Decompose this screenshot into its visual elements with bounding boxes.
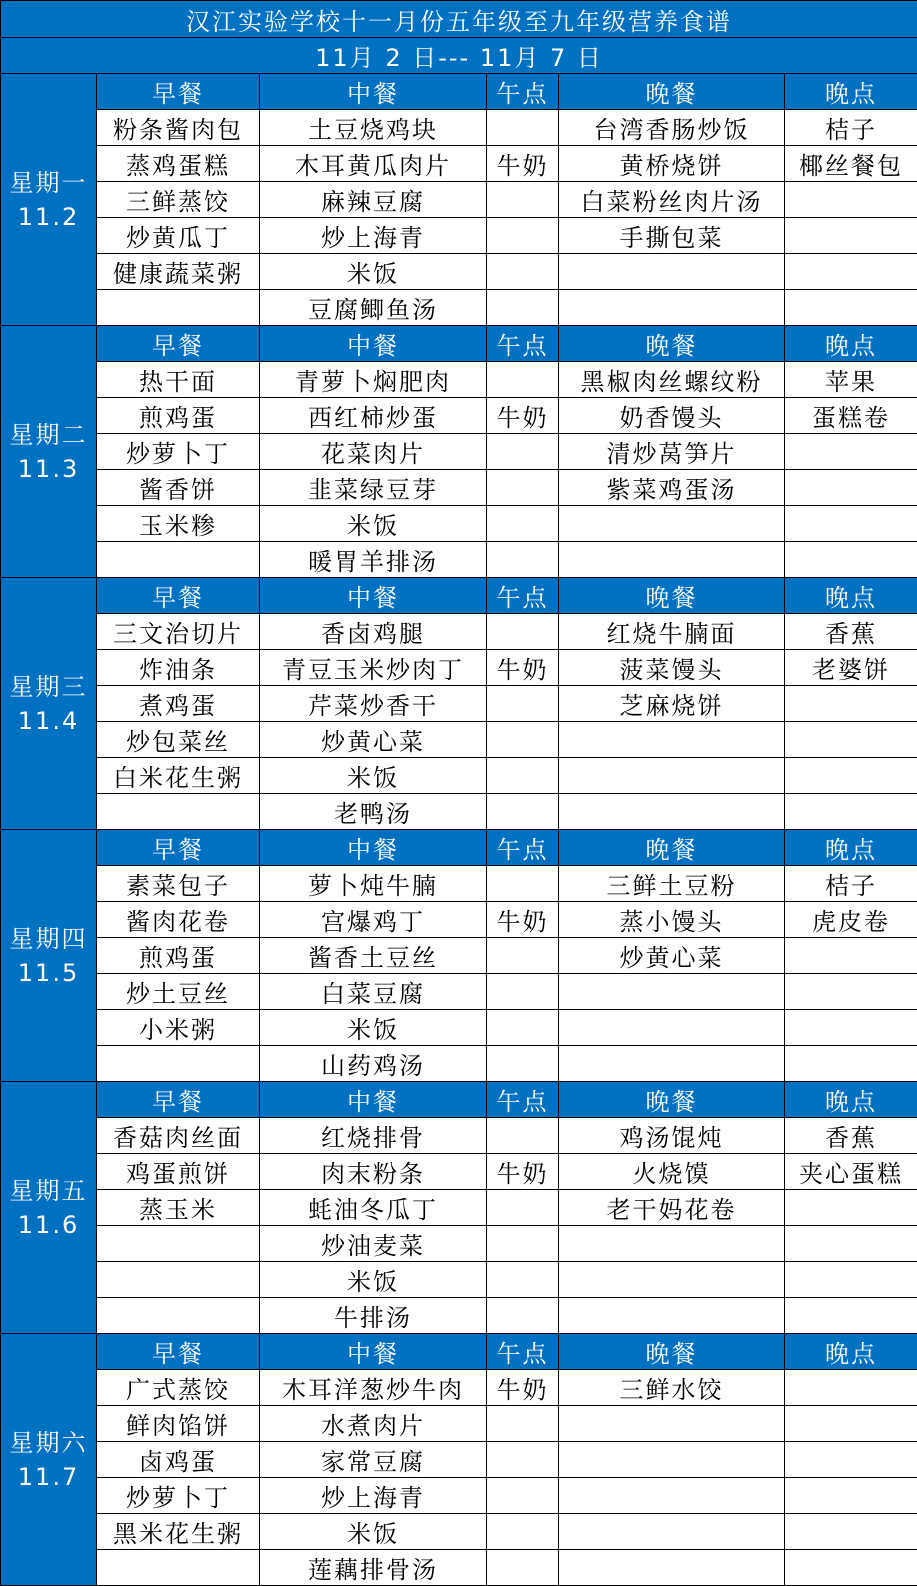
menu-cell-lunch: 老鸭汤 xyxy=(260,794,487,830)
menu-row xyxy=(1,1442,917,1478)
column-header-breakfast: 早餐 xyxy=(97,1082,260,1118)
menu-cell-breakfast: 酱肉花卷 xyxy=(97,902,260,938)
menu-row xyxy=(1,1118,917,1154)
menu-cell-evening-snack xyxy=(785,1262,917,1298)
menu-cell-dinner xyxy=(559,1298,785,1334)
menu-cell-evening-snack xyxy=(785,1406,917,1442)
day-label xyxy=(1,1082,97,1334)
menu-cell-afternoon-snack: 牛奶 xyxy=(487,1154,559,1190)
menu-cell-evening-snack xyxy=(785,218,917,254)
menu-cell-evening-snack: 虎皮卷 xyxy=(785,902,917,938)
menu-cell-breakfast: 炒包菜丝 xyxy=(97,722,260,758)
menu-cell-afternoon-snack xyxy=(487,1442,559,1478)
menu-cell-afternoon-snack xyxy=(487,1118,559,1154)
menu-cell-dinner: 三鲜土豆粉 xyxy=(559,866,785,902)
menu-cell-evening-snack: 椰丝餐包 xyxy=(785,146,917,182)
menu-cell-evening-snack xyxy=(785,1442,917,1478)
menu-cell-evening-snack xyxy=(785,758,917,794)
menu-cell-breakfast: 炒萝卜丁 xyxy=(97,434,260,470)
menu-row xyxy=(1,758,917,794)
menu-cell-evening-snack: 桔子 xyxy=(785,110,917,146)
menu-cell-dinner xyxy=(559,1550,785,1586)
menu-cell-breakfast: 黑米花生粥 xyxy=(97,1514,260,1550)
menu-cell-breakfast xyxy=(97,794,260,830)
column-header-lunch: 中餐 xyxy=(260,1082,487,1118)
menu-cell-lunch: 肉末粉条 xyxy=(260,1154,487,1190)
column-header-dinner: 晚餐 xyxy=(559,1334,785,1370)
day-label xyxy=(1,830,97,1082)
menu-cell-lunch: 米饭 xyxy=(260,758,487,794)
menu-cell-lunch: 宫爆鸡丁 xyxy=(260,902,487,938)
menu-cell-afternoon-snack xyxy=(487,758,559,794)
menu-cell-afternoon-snack xyxy=(487,1046,559,1082)
menu-title: 汉江实验学校十一月份五年级至九年级营养食谱 xyxy=(1,1,917,38)
menu-cell-evening-snack: 苹果 xyxy=(785,362,917,398)
day-label xyxy=(1,74,97,326)
day-label xyxy=(1,1334,97,1586)
menu-cell-lunch: 土豆烧鸡块 xyxy=(260,110,487,146)
menu-cell-afternoon-snack xyxy=(487,1010,559,1046)
day-date-label: 11.4 xyxy=(1,704,96,738)
menu-cell-lunch: 豆腐鲫鱼汤 xyxy=(260,290,487,326)
menu-cell-afternoon-snack: 牛奶 xyxy=(487,902,559,938)
menu-row xyxy=(1,1154,917,1190)
menu-cell-afternoon-snack: 牛奶 xyxy=(487,146,559,182)
menu-cell-breakfast xyxy=(97,1262,260,1298)
menu-cell-lunch: 米饭 xyxy=(260,1262,487,1298)
column-header-dinner: 晚餐 xyxy=(559,578,785,614)
menu-cell-breakfast: 三文治切片 xyxy=(97,614,260,650)
menu-cell-dinner xyxy=(559,542,785,578)
menu-cell-lunch: 炒黄心菜 xyxy=(260,722,487,758)
column-header-evening-snack: 晚点 xyxy=(785,74,917,110)
menu-row xyxy=(1,1478,917,1514)
day-date-label: 11.5 xyxy=(1,956,96,990)
menu-row xyxy=(1,1514,917,1550)
menu-cell-breakfast: 三鲜蒸饺 xyxy=(97,182,260,218)
menu-cell-dinner xyxy=(559,1514,785,1550)
day-header-row xyxy=(1,1082,917,1118)
menu-cell-lunch: 酱香土豆丝 xyxy=(260,938,487,974)
menu-cell-dinner: 白菜粉丝肉片汤 xyxy=(559,182,785,218)
weekday-label: 星期四 xyxy=(1,922,96,956)
menu-body xyxy=(1,1,917,1586)
menu-cell-evening-snack xyxy=(785,1550,917,1586)
menu-cell-lunch: 白菜豆腐 xyxy=(260,974,487,1010)
menu-cell-dinner xyxy=(559,1442,785,1478)
menu-cell-lunch: 麻辣豆腐 xyxy=(260,182,487,218)
column-header-lunch: 中餐 xyxy=(260,830,487,866)
menu-cell-dinner xyxy=(559,794,785,830)
menu-row xyxy=(1,110,917,146)
column-header-breakfast: 早餐 xyxy=(97,830,260,866)
menu-cell-lunch: 花菜肉片 xyxy=(260,434,487,470)
day-header-row xyxy=(1,1334,917,1370)
menu-cell-lunch: 红烧排骨 xyxy=(260,1118,487,1154)
menu-row xyxy=(1,398,917,434)
column-header-breakfast: 早餐 xyxy=(97,1334,260,1370)
menu-cell-afternoon-snack xyxy=(487,362,559,398)
menu-row xyxy=(1,218,917,254)
column-header-breakfast: 早餐 xyxy=(97,578,260,614)
menu-cell-afternoon-snack xyxy=(487,1298,559,1334)
menu-row xyxy=(1,254,917,290)
column-header-dinner: 晚餐 xyxy=(559,74,785,110)
menu-cell-lunch: 牛排汤 xyxy=(260,1298,487,1334)
menu-cell-breakfast xyxy=(97,1226,260,1262)
menu-cell-lunch: 青萝卜焖肥肉 xyxy=(260,362,487,398)
menu-cell-dinner: 黑椒肉丝螺纹粉 xyxy=(559,362,785,398)
menu-cell-evening-snack xyxy=(785,470,917,506)
column-header-afternoon-snack: 午点 xyxy=(487,830,559,866)
menu-row xyxy=(1,146,917,182)
menu-cell-afternoon-snack xyxy=(487,614,559,650)
menu-cell-breakfast: 炸油条 xyxy=(97,650,260,686)
day-header-row xyxy=(1,830,917,866)
menu-cell-dinner: 紫菜鸡蛋汤 xyxy=(559,470,785,506)
weekday-label: 星期一 xyxy=(1,166,96,200)
menu-cell-evening-snack xyxy=(785,1298,917,1334)
day-header-row xyxy=(1,578,917,614)
weekday-label: 星期六 xyxy=(1,1426,96,1460)
menu-cell-lunch: 芹菜炒香干 xyxy=(260,686,487,722)
menu-row xyxy=(1,974,917,1010)
column-header-dinner: 晚餐 xyxy=(559,326,785,362)
menu-cell-dinner: 台湾香肠炒饭 xyxy=(559,110,785,146)
day-date-label: 11.6 xyxy=(1,1208,96,1242)
menu-cell-dinner: 菠菜馒头 xyxy=(559,650,785,686)
menu-cell-evening-snack xyxy=(785,686,917,722)
column-header-afternoon-snack: 午点 xyxy=(487,578,559,614)
menu-cell-dinner: 鸡汤馄炖 xyxy=(559,1118,785,1154)
menu-cell-afternoon-snack xyxy=(487,722,559,758)
weekday-label: 星期二 xyxy=(1,418,96,452)
column-header-evening-snack: 晚点 xyxy=(785,326,917,362)
menu-row xyxy=(1,362,917,398)
menu-cell-afternoon-snack xyxy=(487,1406,559,1442)
menu-cell-lunch: 青豆玉米炒肉丁 xyxy=(260,650,487,686)
menu-cell-evening-snack xyxy=(785,434,917,470)
menu-cell-evening-snack xyxy=(785,938,917,974)
menu-cell-breakfast: 香菇肉丝面 xyxy=(97,1118,260,1154)
menu-cell-afternoon-snack xyxy=(487,1550,559,1586)
menu-cell-lunch: 水煮肉片 xyxy=(260,1406,487,1442)
menu-cell-breakfast: 卤鸡蛋 xyxy=(97,1442,260,1478)
menu-cell-dinner xyxy=(559,1010,785,1046)
column-header-afternoon-snack: 午点 xyxy=(487,74,559,110)
menu-row xyxy=(1,470,917,506)
weekday-label: 星期五 xyxy=(1,1174,96,1208)
menu-row xyxy=(1,1046,917,1082)
menu-cell-breakfast: 白米花生粥 xyxy=(97,758,260,794)
menu-cell-evening-snack xyxy=(785,1514,917,1550)
menu-cell-evening-snack xyxy=(785,794,917,830)
menu-row xyxy=(1,866,917,902)
menu-cell-dinner: 芝麻烧饼 xyxy=(559,686,785,722)
weekday-label: 星期三 xyxy=(1,670,96,704)
menu-row xyxy=(1,614,917,650)
menu-cell-dinner xyxy=(559,290,785,326)
menu-cell-dinner: 三鲜水饺 xyxy=(559,1370,785,1406)
column-header-lunch: 中餐 xyxy=(260,326,487,362)
menu-cell-dinner: 黄桥烧饼 xyxy=(559,146,785,182)
menu-cell-dinner xyxy=(559,1478,785,1514)
menu-cell-evening-snack: 老婆饼 xyxy=(785,650,917,686)
menu-cell-dinner xyxy=(559,974,785,1010)
menu-cell-evening-snack xyxy=(785,1370,917,1406)
menu-cell-evening-snack xyxy=(785,542,917,578)
menu-cell-breakfast: 鲜肉馅饼 xyxy=(97,1406,260,1442)
date-row xyxy=(1,38,917,74)
menu-cell-breakfast: 煮鸡蛋 xyxy=(97,686,260,722)
menu-cell-afternoon-snack xyxy=(487,290,559,326)
menu-cell-evening-snack xyxy=(785,1190,917,1226)
menu-cell-dinner: 炒黄心菜 xyxy=(559,938,785,974)
menu-row xyxy=(1,1370,917,1406)
menu-cell-afternoon-snack xyxy=(487,1190,559,1226)
menu-cell-evening-snack xyxy=(785,1046,917,1082)
menu-cell-lunch: 炒上海青 xyxy=(260,218,487,254)
menu-cell-lunch: 山药鸡汤 xyxy=(260,1046,487,1082)
menu-cell-afternoon-snack xyxy=(487,1262,559,1298)
menu-cell-evening-snack xyxy=(785,1010,917,1046)
menu-cell-breakfast: 酱香饼 xyxy=(97,470,260,506)
menu-cell-evening-snack: 香蕉 xyxy=(785,1118,917,1154)
menu-cell-dinner: 火烧馍 xyxy=(559,1154,785,1190)
menu-cell-dinner xyxy=(559,1046,785,1082)
menu-cell-lunch: 米饭 xyxy=(260,506,487,542)
menu-cell-afternoon-snack xyxy=(487,470,559,506)
menu-cell-lunch: 西红柿炒蛋 xyxy=(260,398,487,434)
day-label xyxy=(1,578,97,830)
menu-cell-breakfast xyxy=(97,1298,260,1334)
column-header-afternoon-snack: 午点 xyxy=(487,1334,559,1370)
menu-cell-breakfast xyxy=(97,542,260,578)
menu-cell-breakfast: 炒萝卜丁 xyxy=(97,1478,260,1514)
menu-cell-lunch: 萝卜炖牛腩 xyxy=(260,866,487,902)
menu-cell-breakfast xyxy=(97,1046,260,1082)
menu-cell-lunch: 木耳洋葱炒牛肉 xyxy=(260,1370,487,1406)
menu-cell-lunch: 米饭 xyxy=(260,1010,487,1046)
menu-cell-breakfast xyxy=(97,1550,260,1586)
menu-cell-breakfast: 煎鸡蛋 xyxy=(97,938,260,974)
column-header-evening-snack: 晚点 xyxy=(785,830,917,866)
menu-row xyxy=(1,902,917,938)
menu-cell-afternoon-snack: 牛奶 xyxy=(487,650,559,686)
menu-cell-lunch: 炒上海青 xyxy=(260,1478,487,1514)
menu-cell-lunch: 炒油麦菜 xyxy=(260,1226,487,1262)
menu-cell-afternoon-snack xyxy=(487,938,559,974)
menu-cell-evening-snack xyxy=(785,506,917,542)
menu-cell-lunch: 木耳黄瓜肉片 xyxy=(260,146,487,182)
menu-cell-afternoon-snack xyxy=(487,182,559,218)
menu-cell-afternoon-snack xyxy=(487,686,559,722)
menu-cell-evening-snack xyxy=(785,182,917,218)
column-header-breakfast: 早餐 xyxy=(97,326,260,362)
menu-cell-lunch: 香卤鸡腿 xyxy=(260,614,487,650)
menu-row xyxy=(1,650,917,686)
menu-row xyxy=(1,938,917,974)
menu-cell-lunch: 蚝油冬瓜丁 xyxy=(260,1190,487,1226)
menu-cell-breakfast: 粉条酱肉包 xyxy=(97,110,260,146)
menu-cell-breakfast: 热干面 xyxy=(97,362,260,398)
menu-cell-afternoon-snack xyxy=(487,1226,559,1262)
menu-row xyxy=(1,434,917,470)
column-header-afternoon-snack: 午点 xyxy=(487,326,559,362)
menu-cell-lunch: 米饭 xyxy=(260,1514,487,1550)
column-header-lunch: 中餐 xyxy=(260,578,487,614)
menu-row xyxy=(1,506,917,542)
title-row xyxy=(1,1,917,38)
menu-row xyxy=(1,290,917,326)
menu-cell-afternoon-snack: 牛奶 xyxy=(487,398,559,434)
menu-cell-dinner xyxy=(559,758,785,794)
menu-row xyxy=(1,794,917,830)
menu-cell-evening-snack: 蛋糕卷 xyxy=(785,398,917,434)
menu-cell-breakfast: 鸡蛋煎饼 xyxy=(97,1154,260,1190)
menu-cell-evening-snack xyxy=(785,974,917,1010)
column-header-breakfast: 早餐 xyxy=(97,74,260,110)
menu-cell-lunch: 韭菜绿豆芽 xyxy=(260,470,487,506)
column-header-lunch: 中餐 xyxy=(260,1334,487,1370)
menu-cell-evening-snack: 夹心蛋糕 xyxy=(785,1154,917,1190)
menu-cell-dinner xyxy=(559,1262,785,1298)
menu-cell-dinner xyxy=(559,1226,785,1262)
menu-cell-breakfast: 蒸玉米 xyxy=(97,1190,260,1226)
menu-cell-breakfast: 小米粥 xyxy=(97,1010,260,1046)
menu-cell-breakfast: 炒黄瓜丁 xyxy=(97,218,260,254)
menu-cell-breakfast: 蒸鸡蛋糕 xyxy=(97,146,260,182)
day-date-label: 11.7 xyxy=(1,1460,96,1494)
menu-cell-evening-snack: 香蕉 xyxy=(785,614,917,650)
menu-cell-afternoon-snack xyxy=(487,1514,559,1550)
day-date-label: 11.3 xyxy=(1,452,96,486)
menu-row xyxy=(1,1406,917,1442)
menu-cell-dinner: 红烧牛腩面 xyxy=(559,614,785,650)
day-header-row xyxy=(1,74,917,110)
menu-cell-breakfast: 广式蒸饺 xyxy=(97,1370,260,1406)
column-header-evening-snack: 晚点 xyxy=(785,1334,917,1370)
menu-row xyxy=(1,1226,917,1262)
menu-row xyxy=(1,722,917,758)
menu-cell-afternoon-snack: 牛奶 xyxy=(487,1370,559,1406)
column-header-afternoon-snack: 午点 xyxy=(487,1082,559,1118)
menu-cell-lunch: 米饭 xyxy=(260,254,487,290)
menu-cell-afternoon-snack xyxy=(487,218,559,254)
menu-cell-dinner: 老干妈花卷 xyxy=(559,1190,785,1226)
column-header-lunch: 中餐 xyxy=(260,74,487,110)
menu-cell-breakfast xyxy=(97,290,260,326)
day-date-label: 11.2 xyxy=(1,200,96,234)
menu-cell-afternoon-snack xyxy=(487,1478,559,1514)
menu-row xyxy=(1,686,917,722)
menu-cell-dinner: 清炒莴笋片 xyxy=(559,434,785,470)
menu-cell-dinner xyxy=(559,506,785,542)
menu-cell-afternoon-snack xyxy=(487,110,559,146)
menu-cell-breakfast: 玉米糁 xyxy=(97,506,260,542)
menu-cell-evening-snack xyxy=(785,290,917,326)
menu-row xyxy=(1,1262,917,1298)
menu-cell-afternoon-snack xyxy=(487,542,559,578)
menu-cell-dinner xyxy=(559,722,785,758)
menu-cell-dinner: 奶香馒头 xyxy=(559,398,785,434)
menu-cell-afternoon-snack xyxy=(487,506,559,542)
menu-cell-evening-snack xyxy=(785,254,917,290)
day-label xyxy=(1,326,97,578)
menu-cell-afternoon-snack xyxy=(487,866,559,902)
menu-row xyxy=(1,1190,917,1226)
menu-row xyxy=(1,1298,917,1334)
menu-cell-evening-snack xyxy=(785,1226,917,1262)
menu-cell-breakfast: 炒土豆丝 xyxy=(97,974,260,1010)
column-header-dinner: 晚餐 xyxy=(559,830,785,866)
column-header-evening-snack: 晚点 xyxy=(785,1082,917,1118)
menu-cell-afternoon-snack xyxy=(487,794,559,830)
menu-row xyxy=(1,1550,917,1586)
menu-cell-dinner: 手撕包菜 xyxy=(559,218,785,254)
column-header-dinner: 晚餐 xyxy=(559,1082,785,1118)
menu-cell-afternoon-snack xyxy=(487,974,559,1010)
menu-cell-breakfast: 煎鸡蛋 xyxy=(97,398,260,434)
menu-cell-breakfast: 素菜包子 xyxy=(97,866,260,902)
menu-cell-evening-snack: 桔子 xyxy=(785,866,917,902)
menu-cell-lunch: 暖胃羊排汤 xyxy=(260,542,487,578)
menu-cell-breakfast: 健康蔬菜粥 xyxy=(97,254,260,290)
menu-cell-afternoon-snack xyxy=(487,434,559,470)
menu-row xyxy=(1,182,917,218)
date-range: 11月 2 日--- 11月 7 日 xyxy=(1,38,917,74)
menu-cell-lunch: 家常豆腐 xyxy=(260,1442,487,1478)
menu-cell-afternoon-snack xyxy=(487,254,559,290)
menu-cell-dinner xyxy=(559,1406,785,1442)
menu-cell-dinner: 蒸小馒头 xyxy=(559,902,785,938)
column-header-evening-snack: 晚点 xyxy=(785,578,917,614)
day-header-row xyxy=(1,326,917,362)
menu-cell-dinner xyxy=(559,254,785,290)
menu-cell-lunch: 莲藕排骨汤 xyxy=(260,1550,487,1586)
menu-cell-evening-snack xyxy=(785,722,917,758)
menu-row xyxy=(1,542,917,578)
menu-cell-evening-snack xyxy=(785,1478,917,1514)
menu-row xyxy=(1,1010,917,1046)
